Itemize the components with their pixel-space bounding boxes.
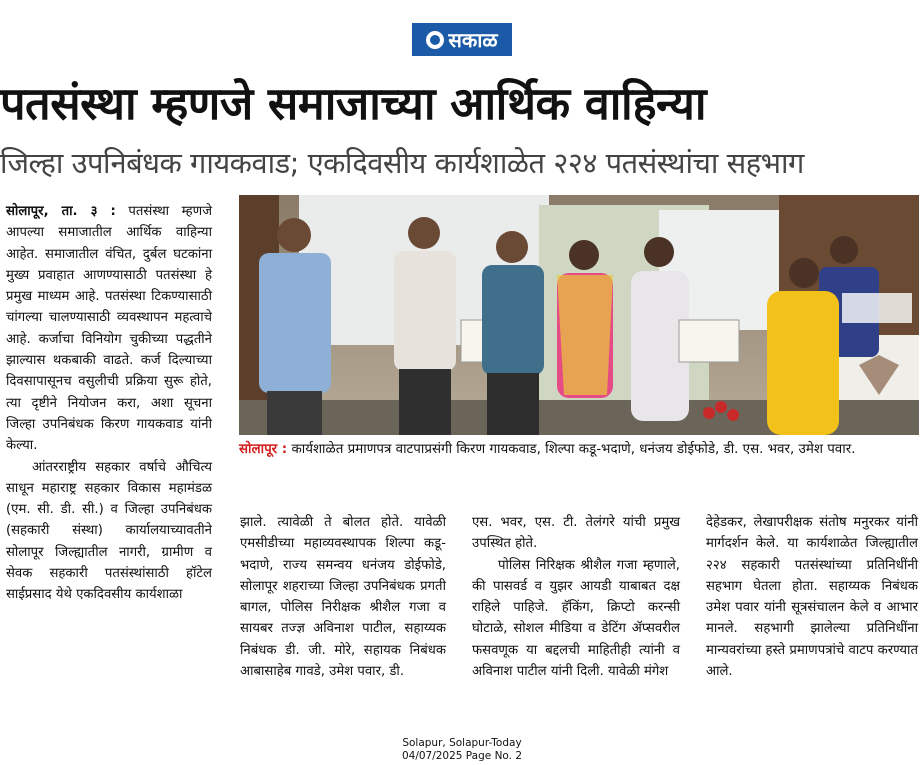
photo-illustration [239, 195, 919, 435]
article-column-3 [472, 512, 680, 682]
caption-text: कार्यशाळेत प्रमाणपत्र वाटपाप्रसंगी किरण गायकवाड, शिल्पा कडू-भदाणे, धनंजय डोईफोडे, डी. एस. भवर, उमेश पवार. [291, 442, 856, 457]
footer-date-page: 04/07/2025 Page No. 2 [401, 750, 523, 762]
masthead-logo [412, 23, 512, 56]
article-paragraph-3: पोलिस निरिक्षक श्रीशैल गजा म्हणाले, की पासवर्ड व युझर आयडी याबाबत दक्ष राहिले पाहिजे. हॅकिंग, क्रिप्टो करन्सी घोटाळे, सोशल मीडिया व डेटिंग ॲप्सवरील फसवणूक या बद्दलची माहितीही त्यांनी व अविनाश पाटील यांनी दिली. यावेळी मंगेश [472, 557, 680, 680]
article-paragraph-2-continued: झाले. त्यावेळी ते बोलत होते. यावेळी एमसीडीच्या महाव्यवस्थापक शिल्पा कडू-भदाणे, राज्य समन्वय धनंजय डोईफोडे, सोलापूर शहराच्या जिल्हा उपनिबंधक प्रगती बागल, पोलिस निरीक्षक श्रीशैल गजा व सायबर तज्ज्ञ अविनाश पाटील, सहाय्यक निबंधक डी. जी. मोरे, सहायक निबंधक आबासाहेब गावडे, उमेश पवार, डी. [240, 515, 446, 680]
article-column-1 [6, 201, 212, 606]
dateline: सोलापूर, ता. ३ : [6, 204, 116, 219]
article-paragraph-2: आंतरराष्ट्रीय सहकार वर्षाचे औचित्य साधून महाराष्ट्र सहकार विकास महामंडळ (एम. सी. डी. सी.) व जिल्हा उपनिबंधक (सहकारी संस्था) कार्यालयाच्यावतीने सोलापूर जिल्ह्यातील नागरी, ग्रामीण व सेवक सहकारी पतसंस्थांसाठी हॉटेल साईप्रसाद येथे एकदिवसीय कार्यशाळा [6, 459, 212, 603]
headline: पतसंस्था म्हणजे समाजाच्या आर्थिक वाहिन्या [0, 77, 707, 130]
photo-caption [239, 438, 919, 462]
logo-emblem-icon [426, 31, 444, 49]
article-paragraph-3-continued: देहेडकर, लेखापरीक्षक संतोष मनुरकर यांनी मार्गदर्शन केले. या कार्यशाळेत जिल्ह्यातील २२४ सहकारी पतसंस्थांच्या प्रतिनिधींनी सहभाग घेतला होता. सहाय्यक निबंधक उमेश पवार यांनी सूत्रसंचालन केले व आभार मानले. सहभागी झालेल्या प्रतिनिधींना मान्यवरांच्या हस्ते प्रमाणपत्रांचे वाटप करण्यात आले. [706, 515, 918, 680]
page-footer [0, 737, 924, 763]
paragraph-1-text: पतसंस्था म्हणजे आपल्या समाजातील आर्थिक वाहिन्या आहेत. समाजातील वंचित, दुर्बल घटकांना मुख्य प्रवाहात आणण्यासाठी पतसंस्था हे प्रमुख माध्यम आहे. पतसंस्था टिकण्यासाठी चांगल्या चालण्यासाठी व्यवस्थापन महत्वाचे आहे. कर्जाचा विनियोग चुकीच्या पद्धतीने झाल्यास थकबाकी वाढते. कर्ज दिल्याच्या दिवसापासूनच वसुलीची प्रक्रिया सुरू होते, त्या दृष्टीने नियोजन करा, अशा सूचना जिल्हा उपनिबंधक किरण गायकवाड यांनी केल्या. [6, 204, 212, 454]
article-column-2 [240, 512, 446, 682]
caption-city: सोलापूर : [239, 442, 288, 457]
subheadline: जिल्हा उपनिबंधक गायकवाड; एकदिवसीय कार्यशाळेत २२४ पतसंस्थांचा सहभाग [0, 146, 804, 180]
event-photo [239, 195, 919, 435]
footer-edition: Solapur, Solapur-Today [402, 737, 522, 749]
article-column-4 [706, 512, 918, 682]
article-paragraph-2-end: एस. भवर, एस. टी. तेलंगरे यांची प्रमुख उपस्थित होते. [472, 515, 680, 552]
logo-text: सकाळ [448, 27, 498, 52]
article-paragraph-1 [6, 201, 212, 457]
